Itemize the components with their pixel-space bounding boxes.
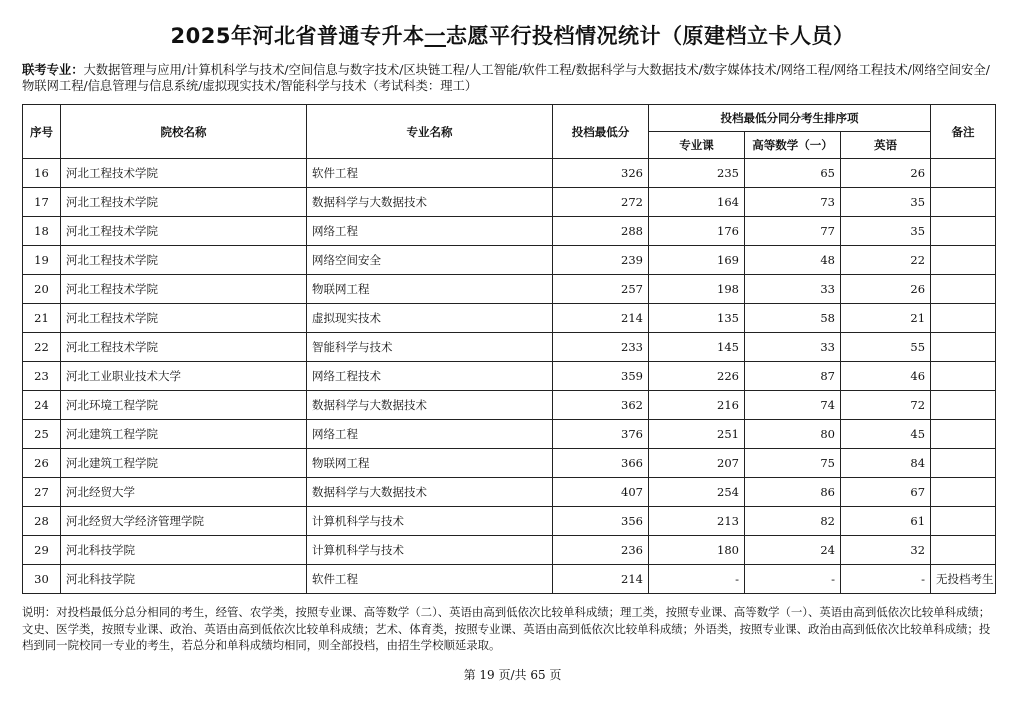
cell-professional: 176 — [649, 217, 745, 246]
cell-remark — [931, 159, 996, 188]
cell-english: 61 — [841, 507, 931, 536]
cell-professional: 145 — [649, 333, 745, 362]
table-row — [23, 478, 996, 507]
cell-math: 58 — [745, 304, 841, 333]
cell-math: 33 — [745, 275, 841, 304]
cell-seq: 16 — [23, 159, 61, 188]
table-row — [23, 391, 996, 420]
cell-english: 35 — [841, 188, 931, 217]
cell-school: 河北工业职业技术大学 — [61, 362, 307, 391]
page-number: 第 19 页/共 65 页 — [463, 668, 562, 682]
table-row — [23, 275, 996, 304]
cell-math: 80 — [745, 420, 841, 449]
cell-professional: 169 — [649, 246, 745, 275]
header-math: 高等数学（一） — [745, 132, 841, 159]
header-professional: 专业课 — [649, 132, 745, 159]
cell-professional: 213 — [649, 507, 745, 536]
cell-min-score: 214 — [553, 565, 649, 594]
header-remark: 备注 — [931, 105, 996, 159]
cell-school: 河北科技学院 — [61, 536, 307, 565]
cell-professional: - — [649, 565, 745, 594]
cell-remark — [931, 333, 996, 362]
cell-remark — [931, 188, 996, 217]
cell-math: 73 — [745, 188, 841, 217]
cell-min-score: 326 — [553, 159, 649, 188]
cell-professional: 164 — [649, 188, 745, 217]
cell-school: 河北工程技术学院 — [61, 159, 307, 188]
cell-seq: 22 — [23, 333, 61, 362]
cell-english: 84 — [841, 449, 931, 478]
cell-min-score: 272 — [553, 188, 649, 217]
cell-major: 虚拟现实技术 — [307, 304, 553, 333]
majors-label: 联考专业： — [22, 62, 84, 77]
majors-list: 大数据管理与应用/计算机科学与技术/空间信息与数字技术/区块链工程/人工智能/软件工程/数据科学与大数据技术/数字媒体技术/网络工程/网络工程技术/网络空间安全/物联网工程/信息管理与信息系统/虚拟现实技术/智能科学与技术（考试科类：理工） — [22, 63, 990, 93]
table-row — [23, 420, 996, 449]
page-title: 2025年河北省普通专升本一志愿平行投档情况统计（原建档立卡人员） — [170, 24, 855, 48]
cell-english: 21 — [841, 304, 931, 333]
header-school: 院校名称 — [61, 105, 307, 159]
cell-professional: 226 — [649, 362, 745, 391]
cell-major: 数据科学与大数据技术 — [307, 478, 553, 507]
cell-major: 网络工程 — [307, 420, 553, 449]
cell-math: 82 — [745, 507, 841, 536]
cell-math: 48 — [745, 246, 841, 275]
cell-school: 河北工程技术学院 — [61, 188, 307, 217]
cell-seq: 28 — [23, 507, 61, 536]
table-row — [23, 217, 996, 246]
cell-seq: 19 — [23, 246, 61, 275]
cell-major: 物联网工程 — [307, 449, 553, 478]
cell-remark — [931, 304, 996, 333]
cell-major: 智能科学与技术 — [307, 333, 553, 362]
cell-english: 22 — [841, 246, 931, 275]
cell-seq: 30 — [23, 565, 61, 594]
table-row — [23, 536, 996, 565]
cell-remark — [931, 362, 996, 391]
cell-remark — [931, 478, 996, 507]
table-row — [23, 362, 996, 391]
cell-remark — [931, 275, 996, 304]
cell-min-score: 376 — [553, 420, 649, 449]
cell-math: - — [745, 565, 841, 594]
header-seq: 序号 — [23, 105, 61, 159]
cell-english: - — [841, 565, 931, 594]
admission-table — [22, 104, 996, 594]
cell-math: 24 — [745, 536, 841, 565]
cell-math: 87 — [745, 362, 841, 391]
cell-professional: 207 — [649, 449, 745, 478]
cell-seq: 24 — [23, 391, 61, 420]
cell-seq: 18 — [23, 217, 61, 246]
cell-min-score: 239 — [553, 246, 649, 275]
cell-professional: 198 — [649, 275, 745, 304]
header-english: 英语 — [841, 132, 931, 159]
cell-english: 32 — [841, 536, 931, 565]
cell-seq: 26 — [23, 449, 61, 478]
cell-major: 网络工程技术 — [307, 362, 553, 391]
cell-min-score: 359 — [553, 362, 649, 391]
cell-english: 72 — [841, 391, 931, 420]
explanation-note: 说明：对投档最低分总分相同的考生，经管、农学类，按照专业课、高等数学（二）、英语由高到低依次比较单科成绩；理工类，按照专业课、高等数学（一）、英语由高到低依次比较单科成绩；文史、医学类，按照专业课、政治、英语由高到低依次比较单科成绩；艺术、体育类，按照专业课、英语由高到低依次比较单科成绩；外语类，按照专业课、政治由高到低依次比较单科成绩；投档到同一院校同一专业的考生，若总分和单科成绩均相同，则全部投档，由招生学校顺延录取。 — [22, 605, 991, 652]
cell-major: 网络空间安全 — [307, 246, 553, 275]
cell-remark — [931, 217, 996, 246]
table-row — [23, 188, 996, 217]
cell-professional: 180 — [649, 536, 745, 565]
cell-math: 86 — [745, 478, 841, 507]
cell-min-score: 257 — [553, 275, 649, 304]
cell-math: 74 — [745, 391, 841, 420]
cell-school: 河北建筑工程学院 — [61, 449, 307, 478]
cell-english: 45 — [841, 420, 931, 449]
table-row — [23, 333, 996, 362]
joint-exam-majors — [22, 62, 997, 94]
cell-major: 计算机科学与技术 — [307, 507, 553, 536]
cell-major: 软件工程 — [307, 565, 553, 594]
cell-professional: 254 — [649, 478, 745, 507]
cell-school: 河北工程技术学院 — [61, 304, 307, 333]
cell-english: 26 — [841, 159, 931, 188]
cell-seq: 27 — [23, 478, 61, 507]
cell-math: 77 — [745, 217, 841, 246]
cell-major: 计算机科学与技术 — [307, 536, 553, 565]
cell-remark — [931, 507, 996, 536]
cell-professional: 135 — [649, 304, 745, 333]
cell-english: 35 — [841, 217, 931, 246]
cell-english: 55 — [841, 333, 931, 362]
table-row — [23, 507, 996, 536]
cell-school: 河北环境工程学院 — [61, 391, 307, 420]
cell-min-score: 407 — [553, 478, 649, 507]
cell-min-score: 236 — [553, 536, 649, 565]
cell-major: 数据科学与大数据技术 — [307, 188, 553, 217]
cell-school: 河北工程技术学院 — [61, 275, 307, 304]
cell-school: 河北经贸大学 — [61, 478, 307, 507]
cell-seq: 20 — [23, 275, 61, 304]
cell-min-score: 214 — [553, 304, 649, 333]
cell-min-score: 233 — [553, 333, 649, 362]
cell-math: 33 — [745, 333, 841, 362]
cell-english: 46 — [841, 362, 931, 391]
header-min-score: 投档最低分 — [553, 105, 649, 159]
cell-remark — [931, 420, 996, 449]
header-major: 专业名称 — [307, 105, 553, 159]
cell-major: 网络工程 — [307, 217, 553, 246]
cell-remark — [931, 536, 996, 565]
table-row — [23, 565, 996, 594]
cell-school: 河北工程技术学院 — [61, 246, 307, 275]
cell-professional: 216 — [649, 391, 745, 420]
cell-school: 河北工程技术学院 — [61, 333, 307, 362]
cell-min-score: 362 — [553, 391, 649, 420]
cell-professional: 251 — [649, 420, 745, 449]
cell-english: 26 — [841, 275, 931, 304]
cell-remark — [931, 449, 996, 478]
table-row — [23, 246, 996, 275]
cell-professional: 235 — [649, 159, 745, 188]
cell-seq: 25 — [23, 420, 61, 449]
cell-min-score: 366 — [553, 449, 649, 478]
cell-min-score: 356 — [553, 507, 649, 536]
cell-school: 河北科技学院 — [61, 565, 307, 594]
cell-seq: 21 — [23, 304, 61, 333]
table-row — [23, 449, 996, 478]
cell-school: 河北建筑工程学院 — [61, 420, 307, 449]
table-row — [23, 304, 996, 333]
cell-remark — [931, 246, 996, 275]
cell-major: 软件工程 — [307, 159, 553, 188]
cell-seq: 23 — [23, 362, 61, 391]
header-tie-break-group: 投档最低分同分考生排序项 — [649, 105, 931, 132]
table-row — [23, 159, 996, 188]
cell-min-score: 288 — [553, 217, 649, 246]
cell-school: 河北经贸大学经济管理学院 — [61, 507, 307, 536]
cell-remark — [931, 391, 996, 420]
cell-major: 数据科学与大数据技术 — [307, 391, 553, 420]
cell-math: 75 — [745, 449, 841, 478]
cell-major: 物联网工程 — [307, 275, 553, 304]
cell-seq: 29 — [23, 536, 61, 565]
cell-english: 67 — [841, 478, 931, 507]
cell-seq: 17 — [23, 188, 61, 217]
cell-math: 65 — [745, 159, 841, 188]
cell-remark: 无投档考生 — [931, 565, 996, 594]
cell-school: 河北工程技术学院 — [61, 217, 307, 246]
